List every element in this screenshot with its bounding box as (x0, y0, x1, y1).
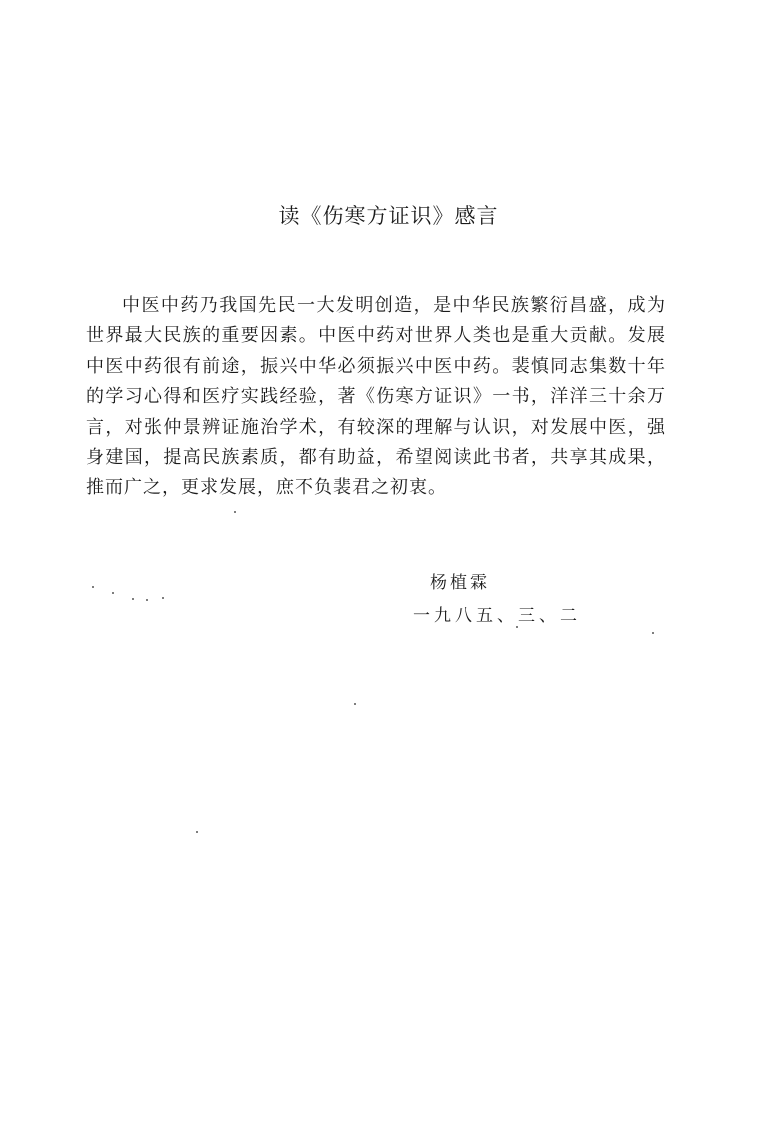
scan-speck (196, 831, 198, 833)
scan-speck (146, 599, 148, 601)
signature-date: 一九八五、三、二 (413, 606, 581, 626)
scan-speck (92, 586, 94, 588)
body-paragraph: 中医中药乃我国先民一大发明创造，是中华民族繁衍昌盛，成为世界最大民族的重要因素。中医中药对世界人类也是重大贡献。发展中医中药很有前途，振兴中华必须振兴中医中药。裴慎同志集数十年的学习心得和医疗实践经验，著《伤寒方证识》一书，洋洋三十余万言，对张仲景辨证施治学术，有较深的理解与认识，对发展中医，强身建国，提高民族素质，都有助益，希望阅读此书者，共享其成果，推而广之，更求发展，庶不负裴君之初衷。 (86, 295, 666, 499)
scan-speck (234, 511, 236, 513)
scan-speck (162, 597, 164, 599)
scan-speck (132, 598, 134, 600)
scan-speck (516, 626, 518, 628)
scan-speck (112, 592, 114, 594)
scan-speck (652, 632, 654, 634)
scan-speck (354, 703, 356, 705)
author-signature: 杨植霖 (430, 573, 490, 593)
document-title: 读《伤寒方证识》感言 (278, 204, 499, 228)
